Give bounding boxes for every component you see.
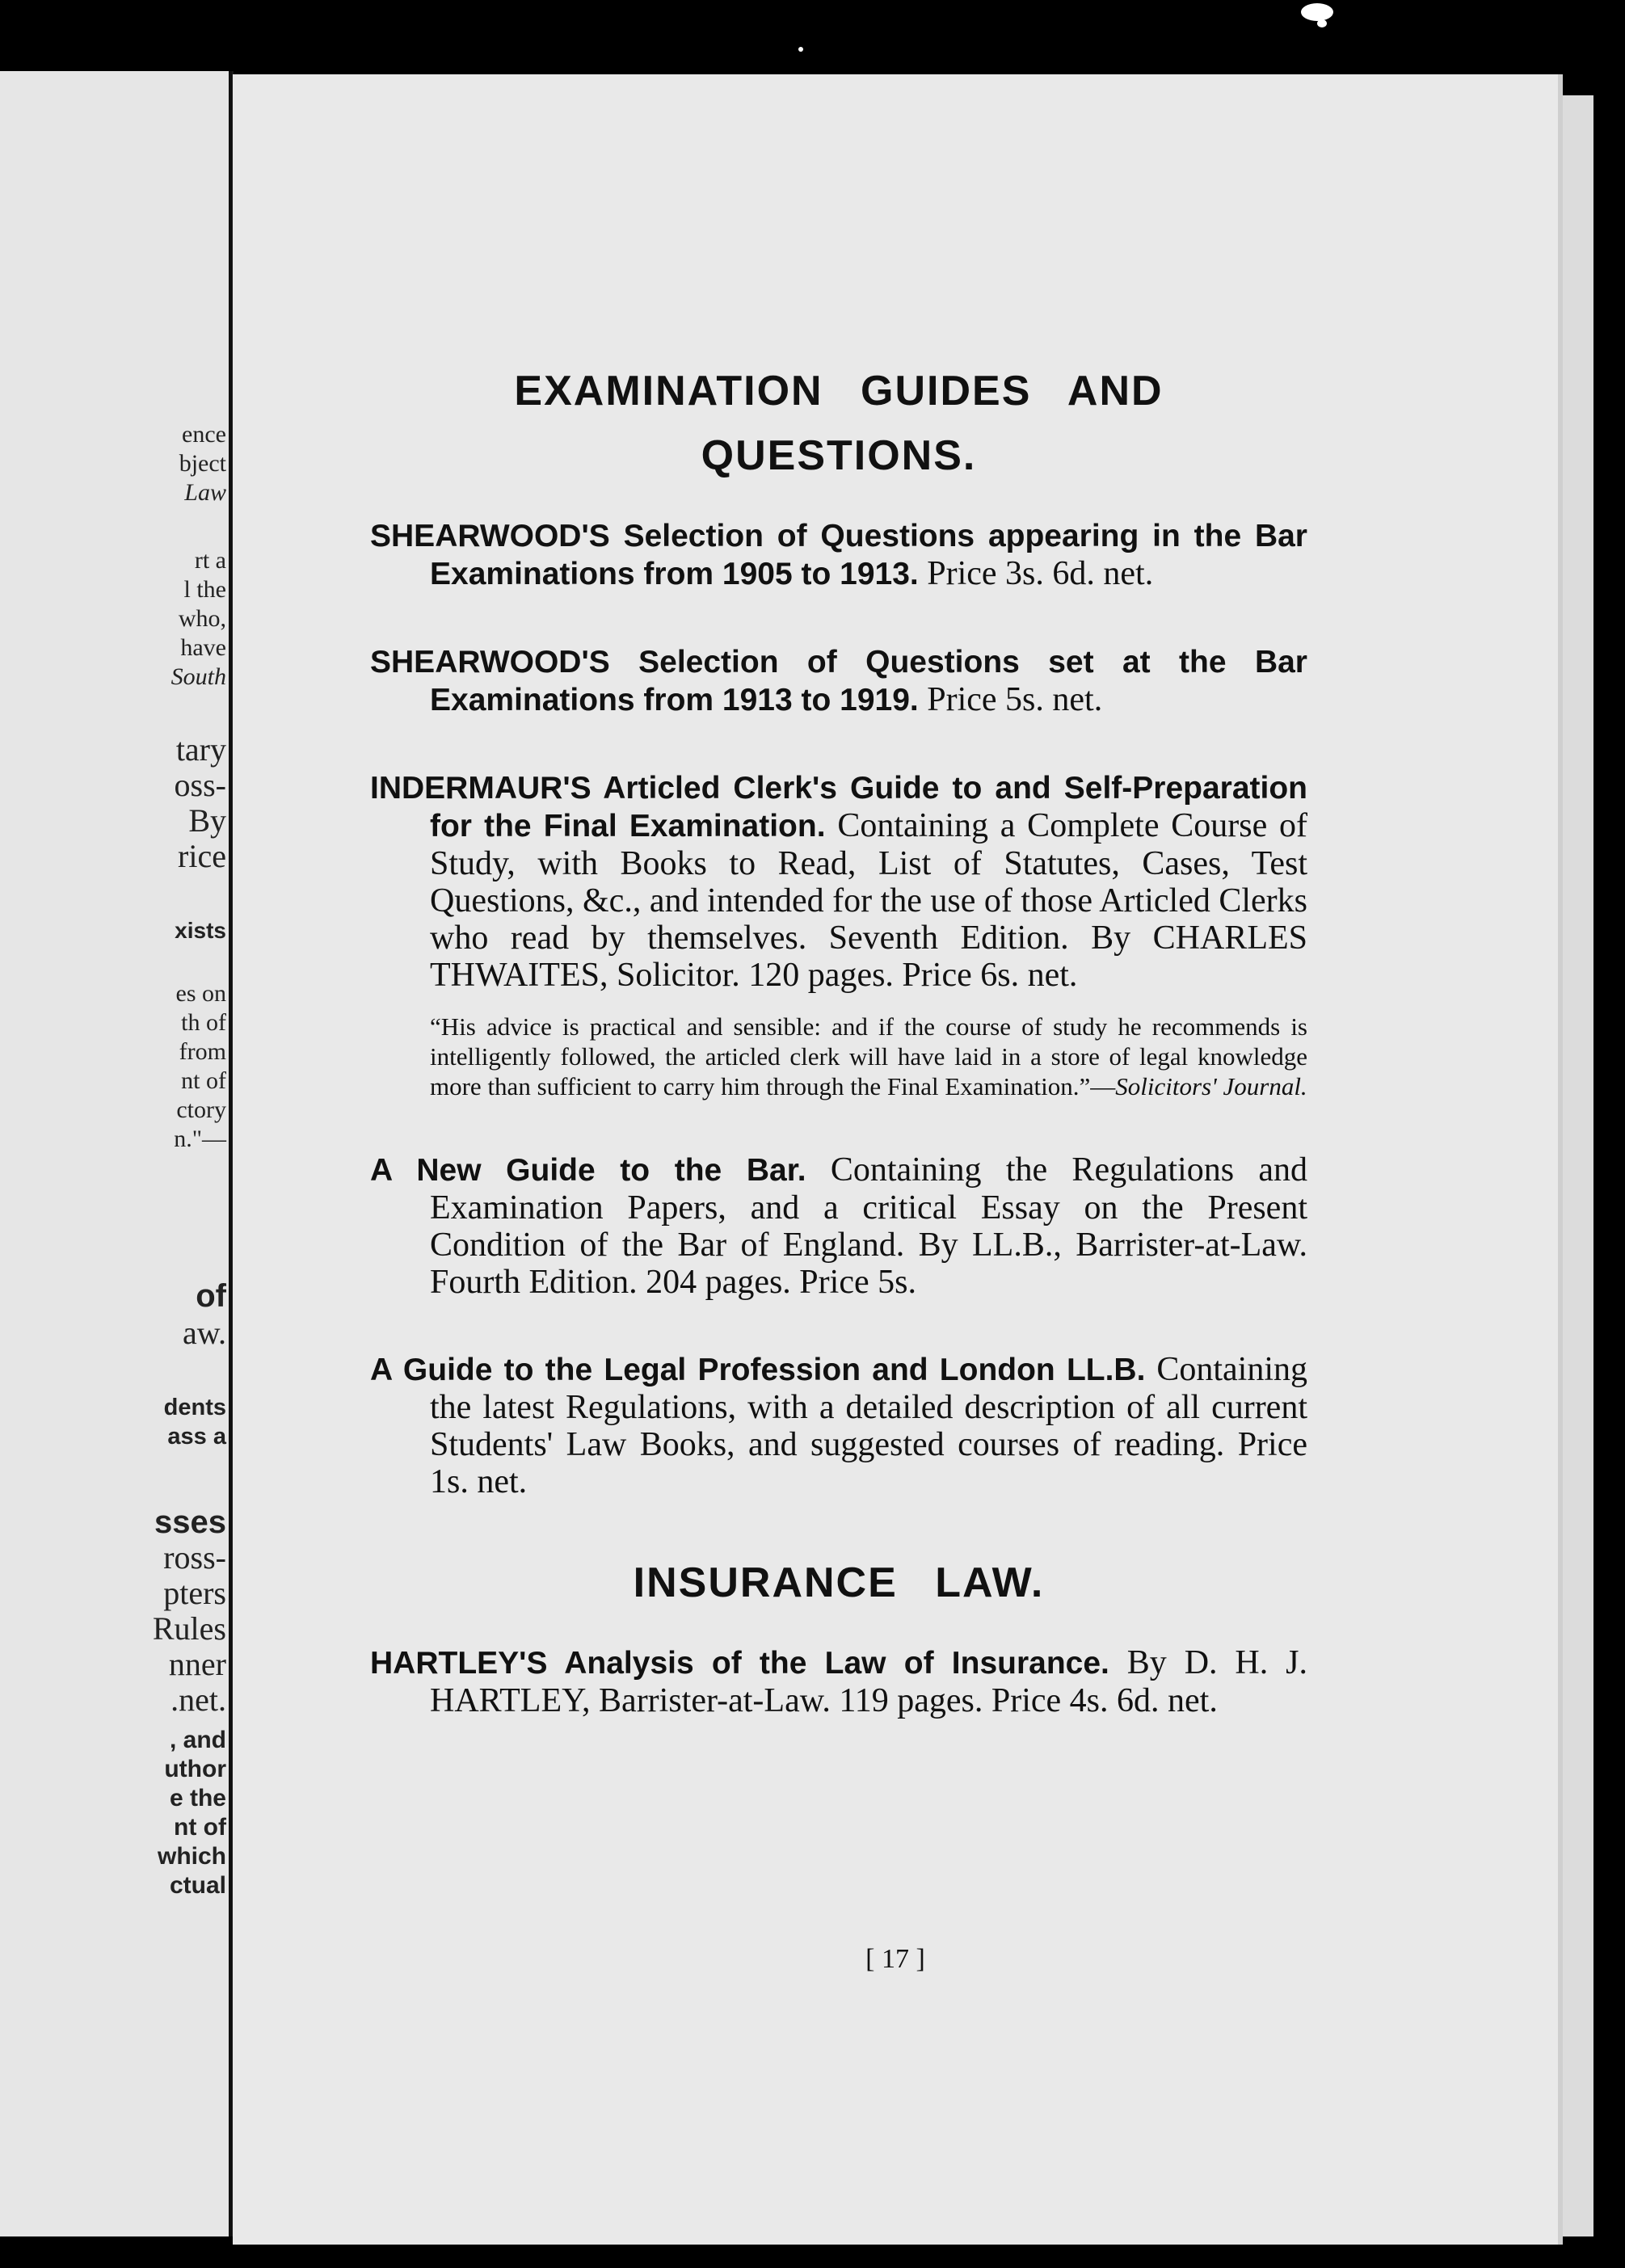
entry-heading: A New Guide to the Bar. [370,1153,806,1188]
left-text-fragment: bject [179,450,226,477]
left-text-fragment: Rules [152,1610,226,1647]
entry-body: Containing the Regulations and Examination Papers, and a critical Essay on the Present Condition of the Bar of England. By LL.B., Barrister-at-Law. Fourth Edition. 204 pages. Price 5s. [430,1151,1308,1301]
scan-speck [798,47,803,52]
catalogue-entry [370,517,1307,593]
entry-heading: HARTLEY'S Analysis of the Law of Insurance. [370,1646,1109,1681]
left-text-fragment: e the [169,1785,226,1811]
left-text-fragment: tary [175,731,226,768]
entry-body: Price 5s. net. [927,681,1103,718]
left-text-fragment: from [179,1038,226,1065]
review-quote [430,1012,1307,1101]
left-text-fragment: ence [182,421,226,448]
left-text-fragment: who, [178,605,226,632]
entry-heading: SHEARWOOD'S Selection of Questions set at the Bar Examinations from 1913 to 1919. [370,645,1307,717]
scan-speck [1317,19,1327,27]
left-text-fragment: ross- [163,1539,226,1576]
entry-body: Price 3s. 6d. net. [927,555,1154,592]
left-text-fragment: , and [169,1727,226,1753]
entry-body: By D. H. J. HARTLEY, Barrister-at-Law. 119 pages. Price 4s. 6d. net. [430,1644,1307,1719]
left-text-fragment: pters [163,1575,226,1611]
page-number: [ 17 ] [865,1944,925,1974]
left-text-fragment: By [188,802,226,839]
left-text-fragment: nt of [181,1067,226,1094]
left-text-fragment: l the [183,576,226,603]
entry-heading: SHEARWOOD'S Selection of Questions appearing in the Bar Examinations from 1905 to 1913. [370,519,1307,591]
left-text-fragment: have [180,634,226,661]
left-text-fragment: oss- [174,767,226,803]
catalogue-entry [370,643,1307,719]
catalogue-page [233,74,1563,2245]
catalogue-entry [370,1151,1307,1301]
left-text-fragment: n."— [174,1126,226,1152]
review-quote-text: “His advice is practical and sensible: and if the course of study he recommends is intelligently followed, the articled clerk will have laid in a store of legal knowledge more than sufficient to carry him through the Final Examination.”— [430,1012,1307,1100]
catalogue-entry [370,769,1307,1101]
page-content [370,359,1307,1769]
left-text-fragment: of [196,1278,226,1314]
left-text-fragment: uthor [164,1756,226,1782]
left-text-fragment: nt of [174,1814,226,1841]
entry-body: Containing the latest Regulations, with a detailed description of all current Students' Law Books, and suggested courses of reading. Price 1s. net. [430,1351,1307,1500]
left-text-fragment: Law [184,479,226,506]
page-edge [1560,95,1593,2236]
facing-page [0,71,234,2236]
left-text-fragment: sses [154,1504,226,1540]
left-text-fragment: South [170,663,226,690]
left-text-fragment: dents [163,1395,226,1420]
left-text-fragment: nner [168,1646,226,1682]
left-text-fragment: rice [178,838,226,874]
entry-heading: A Guide to the Legal Profession and London LL.B. [370,1353,1146,1387]
left-text-fragment: rt a [194,547,226,574]
catalogue-entry [370,1644,1307,1719]
left-text-fragment: ass a [167,1424,226,1450]
left-text-fragment: ctory [176,1096,226,1123]
left-text-fragment: th of [181,1009,226,1036]
left-text-fragment: aw. [182,1315,226,1351]
left-text-fragment: xists [175,918,226,943]
left-text-fragment: which [157,1843,226,1870]
scan-speck [1301,3,1333,21]
left-text-fragment: .net. [170,1681,226,1718]
section-heading-insurance-law: INSURANCE LAW. [633,1559,1045,1606]
entry-heading: INDERMAUR'S Articled Clerk's Guide to and Self-Preparation for the Final Examination. [370,771,1307,844]
entry-body: Containing a Complete Course of Study, with Books to Read, List of Statutes, Cases, Test Questions, &c., and intended for the use of those Articled Clerks who read by themselves. Seventh Edition. By CHARLES THWAITES, Solicitor. 120 pages. Price 6s. net. [430,807,1307,994]
binding-gutter [229,71,232,2236]
left-text-fragment: ctual [169,1872,226,1899]
section-heading-examination-guides: EXAMINATION GUIDES AND QUESTIONS. [514,368,1164,479]
review-quote-source: Solicitors' Journal. [1115,1072,1307,1100]
catalogue-entry [370,1351,1307,1500]
left-text-fragment: es on [175,980,226,1007]
